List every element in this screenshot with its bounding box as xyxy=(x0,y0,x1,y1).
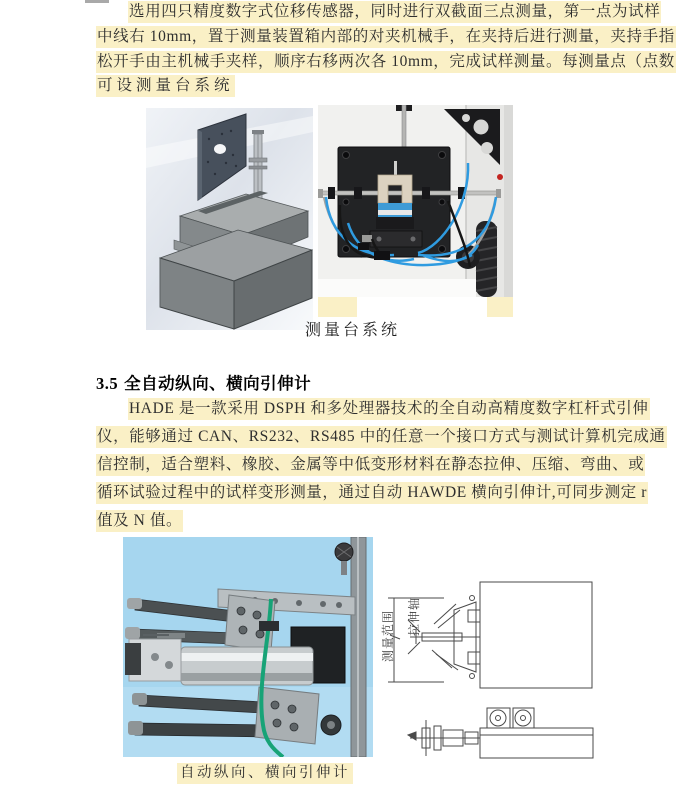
extensometer-diagram-graphic xyxy=(380,540,605,765)
figure2-photo-image xyxy=(123,537,373,757)
figure1-cad-image xyxy=(146,108,313,330)
paragraph-2 xyxy=(96,399,666,534)
figure1-photo-image xyxy=(318,105,513,297)
figure2-caption: 自动纵向、横向引伸计 xyxy=(177,761,353,782)
paragraph-2-line: HADE 是一款采用 DSPH 和多处理器技术的全自动高精度数字杠杆式引伸 xyxy=(96,399,676,419)
paragraph-2-line: 信控制，适合塑料、橡胶、金属等中低变形材料在静态拉伸、压缩、弯曲、或 xyxy=(96,455,662,475)
measuring-box-photo-graphic xyxy=(318,105,513,297)
extensometer-photo-graphic xyxy=(123,537,373,757)
diagram-label-tension-axis: 拉伸轴 xyxy=(407,596,421,636)
paragraph-2-line: 值及 N 值。 xyxy=(96,511,662,531)
section-title: 全自动纵向、横向引伸计 xyxy=(124,375,312,393)
paragraph-1-line: 选用四只精度数字式位移传感器，同时进行双截面三点测量，第一点为试样 xyxy=(96,2,676,22)
paragraph-1 xyxy=(96,0,675,100)
paragraph-2-line: 仪，能够通过 CAN、RS232、RS485 中的任意一个接口方式与测试计算机完成通 xyxy=(96,427,662,447)
figure2-diagram-image xyxy=(380,540,605,765)
diagram-label-measure-range: 测量范围 xyxy=(381,609,395,662)
section-number: 3.5 xyxy=(96,374,119,393)
red-button xyxy=(497,174,503,180)
highlight-band-gap xyxy=(357,297,487,317)
section-heading xyxy=(96,370,311,394)
figure1-caption: 测量台系统 xyxy=(305,322,401,339)
paragraph-1-line: 松开手由主机械手夹样，顺序右移两次各 10mm，完成试样测量。每测量点（点数 xyxy=(96,52,662,72)
cad-model-graphic xyxy=(146,108,313,330)
paragraph-1-line: 可设测量台系统 xyxy=(96,76,662,96)
paragraph-1-line: 中线右 10mm，置于测量装置箱内部的对夹机械手，在夹持后进行测量，夹持手指 xyxy=(96,27,662,47)
paragraph-2-line: 循环试验过程中的试样变形测量，通过自动 HAWDE 横向引伸计,可同步测定 r xyxy=(96,483,662,503)
